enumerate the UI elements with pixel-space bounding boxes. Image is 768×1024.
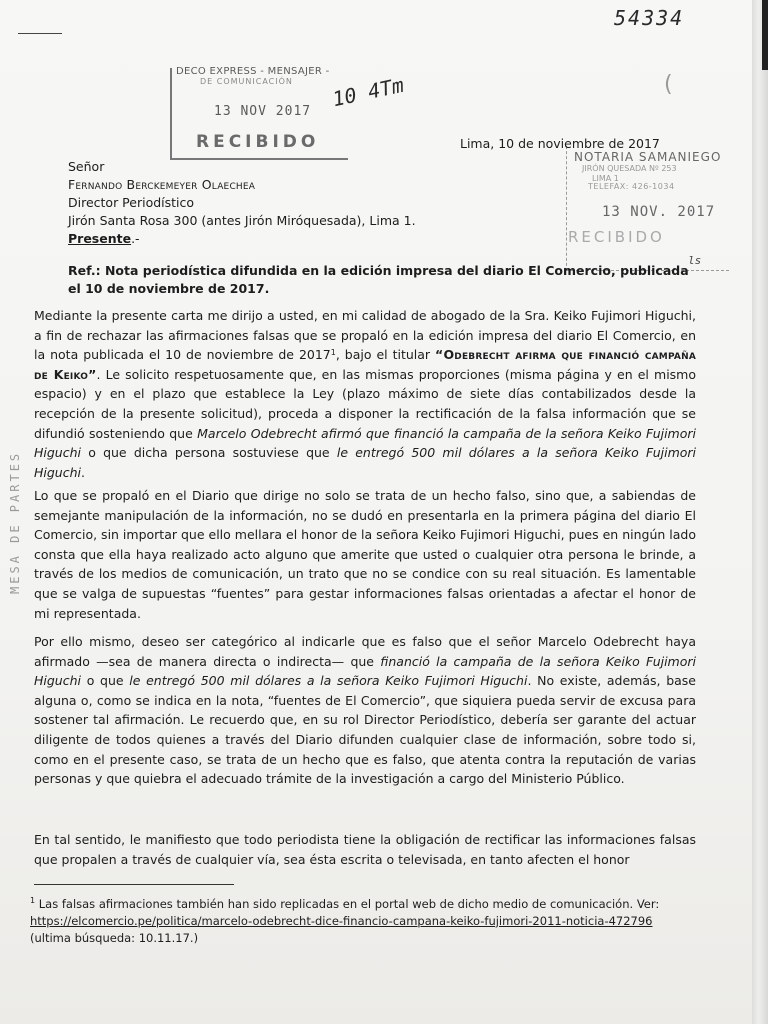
paragraph-3	[34, 632, 696, 789]
notary-received-stamp	[566, 146, 730, 272]
salutation: Señor	[68, 159, 105, 174]
p1-italic-1: Marcelo Odebrecht afirmó que financió la campaña de la señora Keiko Fujimori Higuchi	[34, 425, 696, 461]
recipient-title: Director Periodístico	[68, 195, 195, 210]
handwritten-document-number: 54334	[614, 6, 685, 30]
p1-text-b: , bajo el titular	[335, 347, 436, 363]
p3-text-c: . No existe, además, base alguna o, como se indica en la nota, “fuentes de El Comercio”, que siquiera pueda servir de excusa para sostener tal afirmación. Le recuerdo que, en su rol Director Periodístico, debería ser garante del actuar diligente de todos quienes a través del Diario difunden cualquier clase de información, sobre todo si, como en el presente caso, se trata de un hecho que es falso, que atenta contra la reputación de varias personas y que quiebra el adecuado trámite de la investigación a cargo del Ministerio Público.	[34, 673, 696, 787]
stamp-notary-address: JIRÓN QUESADA Nº 253	[582, 164, 677, 173]
paragraph-1	[34, 306, 696, 482]
letter-date: Lima, 10 de noviembre de 2017	[460, 136, 660, 151]
stamp-notary-phone: TELEFAX: 426-1034	[588, 182, 675, 191]
paragraph-4: En tal sentido, le manifiesto que todo periodista tiene la obligación de rectificar las informaciones falsas que propalen a través de cualquier vía, sea ésta escrita o televisada, en tanto afecten el honor	[34, 832, 696, 867]
footnote-text: Las falsas afirmaciones también han sido replicadas en el portal web de dicho medio de comunicación. Ver:	[35, 896, 660, 911]
footnote-link[interactable]: https://elcomercio.pe/politica/marcelo-odebrecht-dice-financio-campana-keiko-fujimori-2011-noticia-472796	[30, 913, 653, 928]
reference-line: Ref.: Nota periodística difundida en la edición impresa del diario El Comercio, publicada el 10 de noviembre de 2017.	[68, 263, 689, 296]
stamp-notary-name: NOTARIA SAMANIEGO	[574, 150, 722, 164]
p3-italic-1: financió la campaña de la señora Keiko Fujimori Higuchi	[34, 653, 696, 689]
presente-suffix: .-	[131, 231, 140, 246]
handwritten-time-note: 10 4Tm	[330, 72, 406, 112]
footnote	[30, 892, 680, 947]
presente-label: Presente	[68, 231, 132, 246]
recipient-name: Fernando Berckemeyer Olaechea	[68, 177, 256, 192]
footnote-marker: 1	[330, 348, 336, 358]
deco-express-received-stamp	[170, 62, 348, 160]
page-edge	[752, 0, 768, 1024]
presente-line	[68, 230, 416, 248]
p1-italic-2: le entregó 500 mil dólares a la señora Keiko Fujimori Higuchi	[34, 445, 697, 480]
footnote-separator	[34, 884, 234, 885]
footnote-after: (ultima búsqueda: 10.11.17.)	[30, 930, 199, 945]
stamp-courier-name: DECO EXPRESS - MENSAJER -	[176, 66, 330, 77]
stamp-notary-city: LIMA 1	[592, 174, 619, 183]
stamp-courier-subline: DE COMUNICACIÓN	[200, 77, 293, 86]
stamp-received-label: RECIBIDO	[568, 228, 665, 246]
top-dash-mark	[18, 33, 62, 34]
headline-quote: “Odebrecht afirma que financió campaña de Keiko”	[34, 347, 697, 382]
p1-text-a: Mediante la presente carta me dirijo a usted, en mi calidad de abogado de la Sra. Keiko Fujimori Higuchi, a fin de rechazar las afirmaciones falsas que se propaló en la edición impresa del diario El Comercio, en la nota publicada el 10 de noviembre de 2017	[34, 308, 696, 363]
stamp-date: 13 NOV 2017	[214, 104, 312, 119]
stamp-received-label: RECIBIDO	[196, 132, 320, 152]
p3-italic-2: le entregó 500 mil dólares a la señora Keiko Fujimori Higuchi	[129, 673, 528, 689]
addressee-block	[68, 158, 416, 248]
stamp-initials: ls	[688, 254, 702, 267]
recipient-address: Jirón Santa Rosa 300 (antes Jirón Miróquesada), Lima 1.	[68, 213, 416, 228]
paragraph-2: Lo que se propaló en el Diario que dirige no solo se trata de un hecho falso, sino que, a sabiendas de semejante manipulación de la información, no se dudó en presentarla en la primera página del diario El Comercio, sin importar que ello mellara el honor de la señora Keiko Fujimori Higuchi, pues en ningún lado consta que ella haya realizado acto alguno que amerite que usted o cualquier otra persona le brinde, a través de los medios de comunicación, un trato que no se condice con su real situación. Es lamentable que se valga de supuestas “fuentes” para gestar informaciones falsas orientadas a afectar el honor de mi representada.	[34, 488, 696, 621]
stamp-date: 13 NOV. 2017	[602, 204, 716, 220]
p1-text-c: . Le solicito respetuosamente que, en las mismas proporciones (misma página y en el mismo espacio) y en el plazo que establece la Ley (plazo máximo de siete días contabilizados desde la recepción de la presente solicitud), proceda a disponer la rectificación de la falsa información que se difundió sosteniendo que	[34, 366, 696, 441]
p3-text-b: o que	[81, 673, 130, 689]
side-stamp-text: MESA DE PARTES	[8, 450, 22, 594]
p1-text-d: o que dicha persona sostuviese que	[81, 445, 337, 461]
side-reception-stamp	[4, 412, 28, 602]
corner-mark-icon: (	[664, 72, 673, 97]
p1-text-e: .	[81, 464, 85, 480]
p3-text-a: Por ello mismo, deseo ser categórico al indicarle que es falso que el señor Marcelo Odebrecht haya afirmado —sea de manera directa o indirecta— que	[34, 634, 696, 669]
footnote-number: 1	[30, 896, 36, 905]
page-edge-shadow	[762, 0, 768, 70]
